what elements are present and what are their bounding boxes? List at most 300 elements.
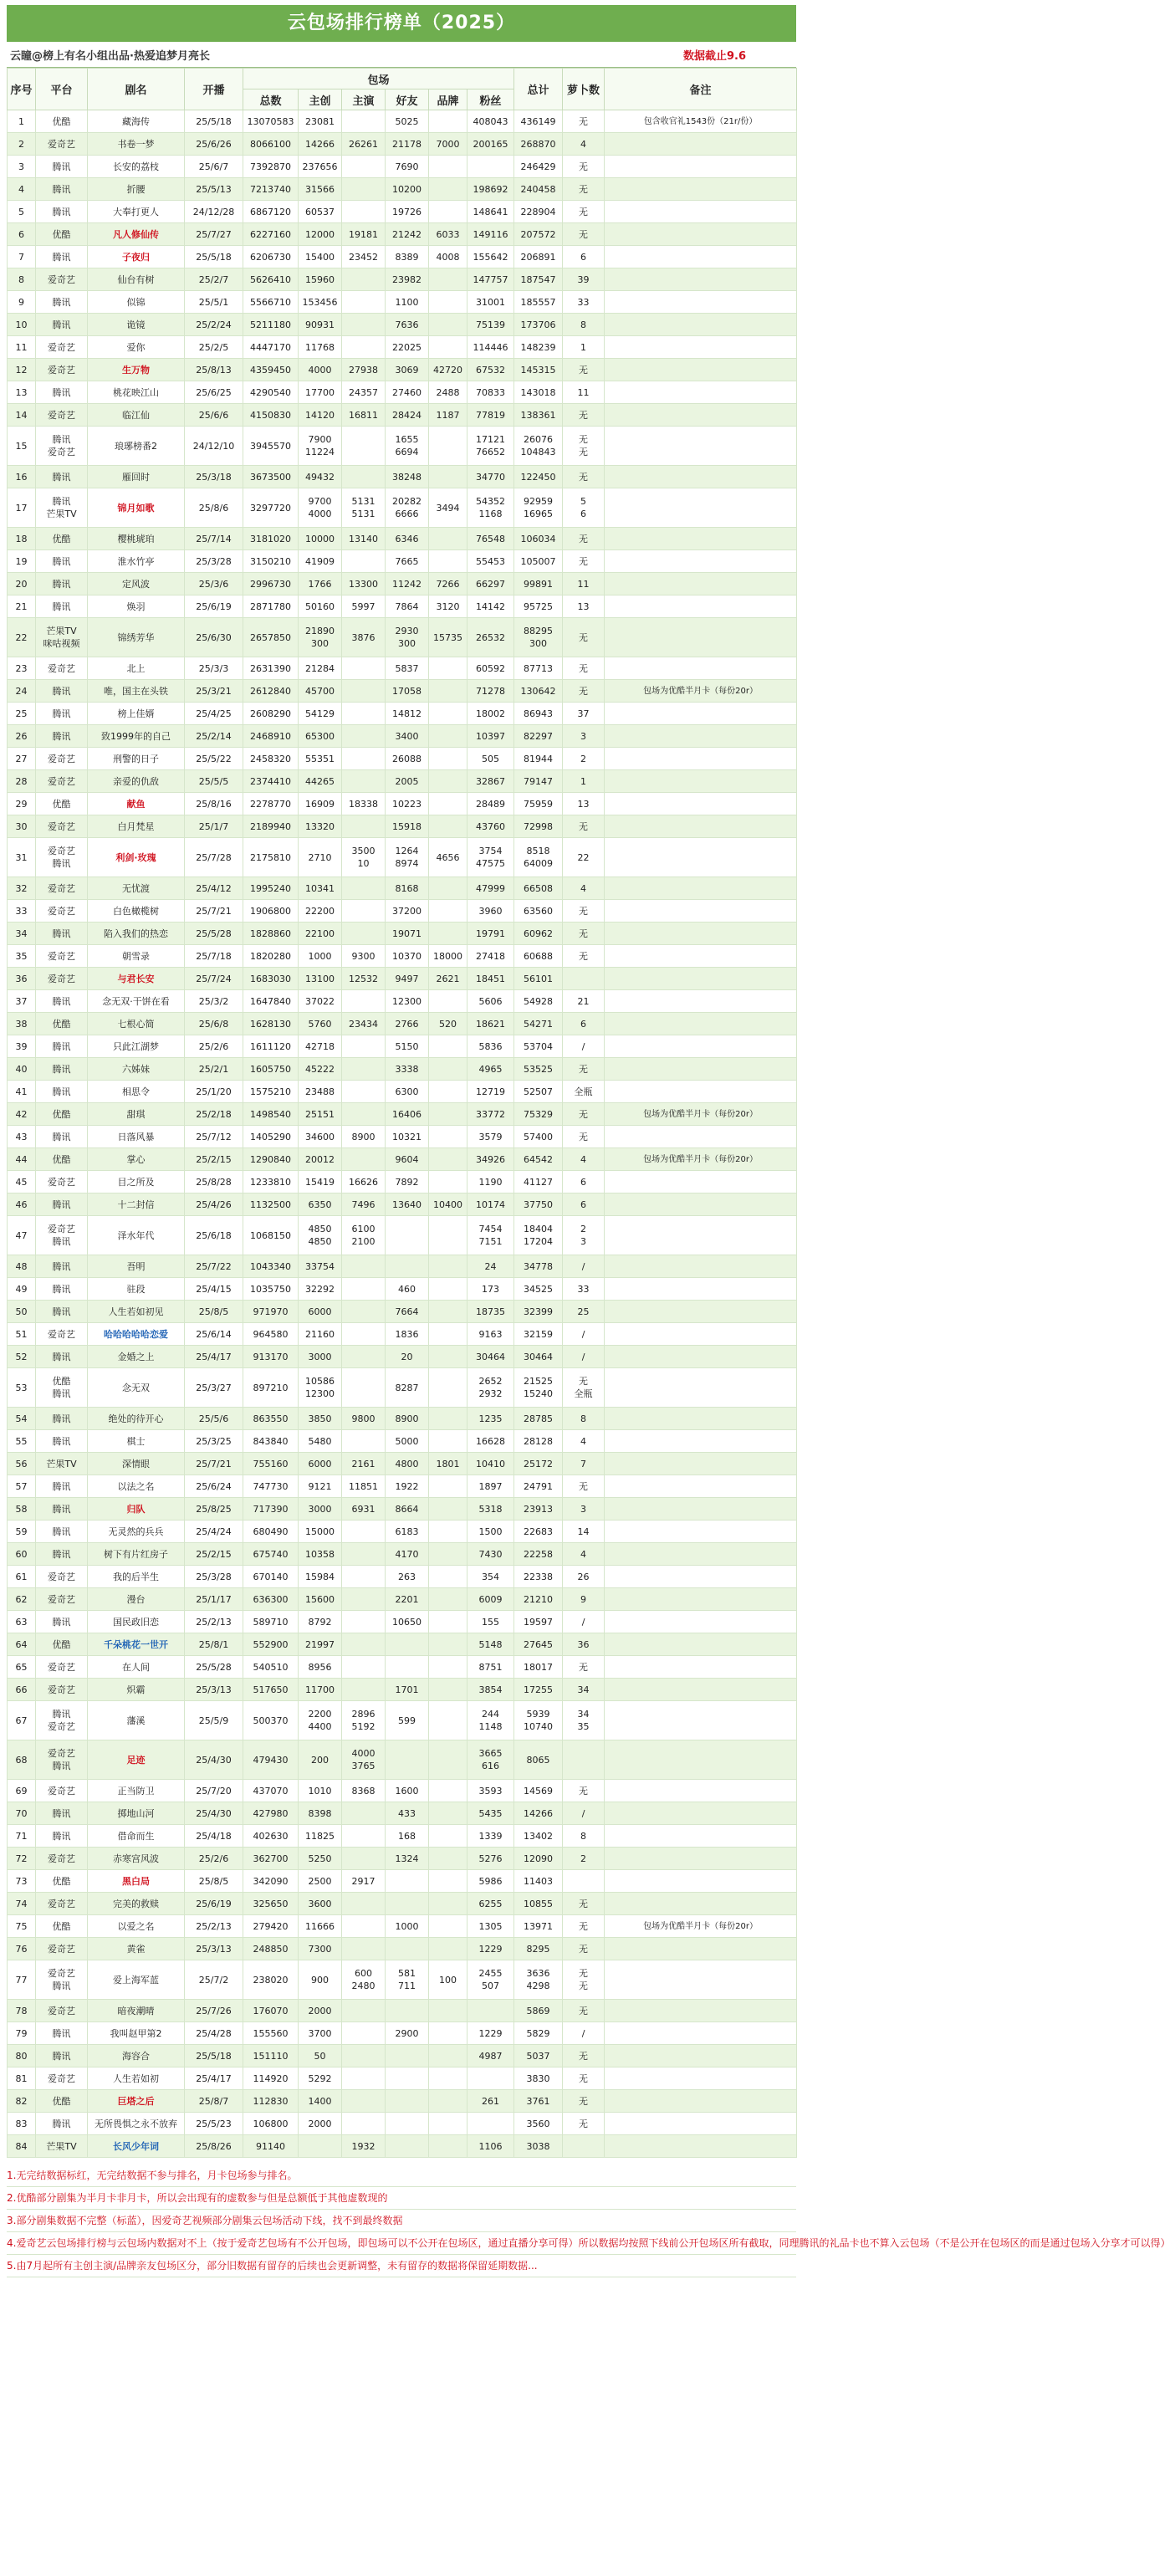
cell-value: 44265 (305, 775, 335, 787)
table-row (8, 573, 797, 595)
cell-drama (88, 703, 185, 725)
cell-fan (467, 1498, 514, 1521)
cell-value: 25/5/18 (196, 2050, 232, 2062)
col-creator: 主创 (299, 89, 342, 110)
cell-value: 3000 (308, 1503, 332, 1515)
cell-total (243, 1938, 299, 1960)
col-date: 开播 (185, 69, 243, 110)
cell-radish (563, 1825, 605, 1848)
cell-no (8, 1430, 36, 1453)
cell-value: 176070 (253, 2005, 289, 2016)
cell-drama (88, 314, 185, 336)
cell-value: 凡人修仙传 (113, 228, 159, 240)
cell-value: 2917 (351, 1875, 376, 1887)
cell-sum (514, 1938, 563, 1960)
cell-value: 爱奇艺 (48, 950, 75, 962)
cell-date (185, 246, 243, 268)
cell-value: 白月梵星 (117, 820, 155, 832)
table-row (8, 1368, 797, 1408)
cell-fan (467, 1430, 514, 1453)
cell-brand (429, 815, 467, 838)
cell-radish (563, 923, 605, 945)
cell-value: 28489 (476, 798, 506, 810)
cell-lead (342, 1679, 386, 1701)
cell-lead (342, 1278, 386, 1301)
cell-total (243, 1521, 299, 1543)
cell-drama (88, 1543, 185, 1566)
cell-total (243, 1893, 299, 1915)
cell-total (243, 201, 299, 223)
cell-fan (467, 110, 514, 133)
cell-total (243, 1346, 299, 1368)
cell-brand (429, 488, 467, 528)
cell-friend (386, 680, 429, 703)
cell-value: 145315 (520, 364, 556, 376)
cell-value: 18735 (476, 1306, 506, 1317)
cell-value: 6033 (436, 228, 460, 240)
cell-total (243, 291, 299, 314)
cell-fan (467, 1368, 514, 1408)
cell-value: 149116 (473, 228, 508, 240)
cell-value: 13300 (349, 578, 378, 590)
cell-value: 生万物 (122, 364, 150, 376)
cell-sum (514, 2090, 563, 2113)
cell-value: 子夜归 (122, 251, 150, 263)
cell-no (8, 1701, 36, 1740)
cell-note (605, 1216, 797, 1255)
cell-total (243, 156, 299, 178)
cell-value-2: 2480 (351, 1981, 376, 1991)
cell-brand (429, 1656, 467, 1679)
cell-brand (429, 1679, 467, 1701)
cell-value: 5250 (308, 1853, 332, 1864)
cell-radish (563, 528, 605, 550)
cell-sum (514, 1278, 563, 1301)
cell-friend (386, 748, 429, 770)
cell-value: 600 (355, 1968, 372, 1979)
cell-total (243, 1430, 299, 1453)
cell-radish (563, 945, 605, 968)
cell-creator (299, 990, 342, 1013)
cell-fan (467, 618, 514, 657)
cell-value: 402630 (253, 1830, 289, 1842)
cell-lead (342, 945, 386, 968)
cell-value: 8792 (308, 1616, 332, 1628)
cell-lead (342, 1566, 386, 1588)
cell-radish (563, 1278, 605, 1301)
cell-date (185, 703, 243, 725)
cell-drama (88, 923, 185, 945)
cell-creator (299, 770, 342, 793)
cell-value: 1995240 (250, 882, 291, 894)
cell-value: 爱奇艺 (48, 341, 75, 353)
cell-no (8, 1013, 36, 1035)
cell-total (243, 838, 299, 877)
cell-date (185, 2090, 243, 2113)
cell-value: 25/5/9 (198, 1715, 229, 1726)
footnote-line: 1.无完结数据标红，无完结数据不参与排名，月卡包场参与排名。 (7, 2165, 796, 2187)
cell-platform (36, 223, 88, 246)
cell-value: 17121 (476, 434, 506, 445)
cell-friend (386, 923, 429, 945)
cell-brand (429, 1498, 467, 1521)
cell-value: 35 (15, 950, 28, 962)
cell-value: 27938 (349, 364, 378, 376)
cell-lead (342, 1938, 386, 1960)
cell-sum (514, 1960, 563, 2000)
cell-value: 海容合 (122, 2050, 150, 2062)
cell-value: 22100 (305, 928, 335, 939)
cell-radish (563, 815, 605, 838)
cell-fan (467, 990, 514, 1013)
cell-no (8, 618, 36, 657)
cell-value: 长风少年词 (113, 2140, 159, 2152)
cell-creator (299, 1301, 342, 1323)
cell-value: 155 (482, 1616, 500, 1628)
cell-total (243, 427, 299, 466)
cell-value: 17058 (392, 685, 422, 697)
cell-total (243, 2067, 299, 2090)
cell-creator (299, 2045, 342, 2067)
table-row (8, 359, 797, 381)
cell-value: 腾讯 (52, 206, 71, 217)
cell-value: / (581, 1040, 585, 1052)
cell-fan (467, 1013, 514, 1035)
cell-value: 25/7/27 (196, 228, 232, 240)
cell-value: 15984 (305, 1571, 335, 1582)
cell-radish (563, 1915, 605, 1938)
cell-date (185, 1301, 243, 1323)
cell-date (185, 1780, 243, 1802)
cell-creator (299, 1278, 342, 1301)
cell-value: 腾讯 (52, 251, 71, 263)
cell-total (243, 1780, 299, 1802)
cell-date (185, 1802, 243, 1825)
cell-creator (299, 877, 342, 900)
cell-value: 25/2/5 (198, 341, 229, 353)
cell-total (243, 968, 299, 990)
cell-value: 6300 (395, 1086, 419, 1097)
cell-lead (342, 1193, 386, 1216)
cell-date (185, 223, 243, 246)
cell-value: 63560 (524, 905, 554, 917)
cell-value: 1766 (308, 578, 332, 590)
cell-drama (88, 156, 185, 178)
cell-no (8, 595, 36, 618)
cell-value: 24/12/28 (192, 206, 235, 217)
cell-fan (467, 1679, 514, 1701)
cell-value: 25/3/3 (198, 662, 229, 674)
cell-value: 1068150 (250, 1229, 291, 1241)
cell-value: 680490 (253, 1526, 289, 1537)
cell-no (8, 1058, 36, 1081)
cell-lead (342, 1368, 386, 1408)
cell-value: 5318 (478, 1503, 503, 1515)
cell-friend (386, 359, 429, 381)
cell-value: 无 (579, 1480, 589, 1492)
cell-value: 14266 (524, 1807, 554, 1819)
cell-value: 腾讯 (52, 296, 71, 308)
cell-sum (514, 223, 563, 246)
cell-radish (563, 1656, 605, 1679)
cell-no (8, 2090, 36, 2113)
cell-friend (386, 336, 429, 359)
cell-fan (467, 1408, 514, 1430)
cell-total (243, 2135, 299, 2158)
cell-value: 1628130 (250, 1018, 291, 1030)
cell-radish (563, 1301, 605, 1323)
cell-sum (514, 246, 563, 268)
cell-value: 4850 (308, 1224, 332, 1234)
cell-drama (88, 2000, 185, 2022)
cell-date (185, 1611, 243, 1633)
cell-value: 25/1/7 (198, 820, 229, 832)
cell-value: 无 (579, 115, 589, 127)
cell-creator (299, 573, 342, 595)
cell-date (185, 359, 243, 381)
cell-creator (299, 381, 342, 404)
cell-value: 包场为优酷半月卡（每份20r） (643, 1921, 758, 1931)
cell-lead (342, 770, 386, 793)
cell-radish (563, 2090, 605, 2113)
cell-value: 7266 (436, 578, 460, 590)
cell-value: 致1999年的自己 (101, 730, 171, 742)
cell-value: 芒果TV (46, 2140, 77, 2152)
source-note: 云瞳@榜上有名小组出品·热爱追梦月亮长 (10, 49, 210, 63)
cell-fan (467, 1346, 514, 1368)
cell-friend (386, 1323, 429, 1346)
cell-brand (429, 2135, 467, 2158)
cell-note (605, 1278, 797, 1301)
cell-date (185, 1870, 243, 1893)
cell-value: 70 (15, 1807, 28, 1819)
cell-note (605, 1058, 797, 1081)
cell-note (605, 1103, 797, 1126)
cell-value-2: 76652 (476, 447, 506, 457)
cell-value: 腾讯 (52, 1351, 71, 1362)
cell-value: 5292 (308, 2073, 332, 2084)
cell-value-2: 8974 (395, 858, 419, 869)
cell-sum (514, 1543, 563, 1566)
cell-brand (429, 877, 467, 900)
cell-value: 5566710 (250, 296, 291, 308)
cell-lead (342, 1870, 386, 1893)
cell-radish (563, 488, 605, 528)
cell-value: 21242 (392, 228, 422, 240)
cell-radish (563, 110, 605, 133)
cell-no (8, 703, 36, 725)
cell-fan (467, 1475, 514, 1498)
cell-value: 25/6/7 (198, 161, 229, 172)
cell-no (8, 314, 36, 336)
cell-lead (342, 178, 386, 201)
cell-friend (386, 2090, 429, 2113)
cell-value: 10200 (392, 183, 422, 195)
cell-note (605, 550, 797, 573)
cell-value: 爱奇艺 (48, 1661, 75, 1673)
cell-value: 73 (15, 1875, 28, 1887)
cell-brand (429, 1870, 467, 1893)
cell-brand (429, 1543, 467, 1566)
cell-no (8, 268, 36, 291)
cell-platform (36, 703, 88, 725)
cell-drama (88, 1848, 185, 1870)
table-row (8, 1960, 797, 2000)
cell-value: 黄雀 (126, 1943, 146, 1955)
cell-note (605, 1825, 797, 1848)
cell-value: 581 (398, 1968, 416, 1979)
cell-radish (563, 1035, 605, 1058)
cell-brand (429, 1848, 467, 1870)
table-row (8, 1633, 797, 1656)
cell-note (605, 2022, 797, 2045)
cell-value: 4656 (436, 851, 460, 863)
table-row (8, 1825, 797, 1848)
cell-platform (36, 1301, 88, 1323)
cell-no (8, 1255, 36, 1278)
cell-platform (36, 1193, 88, 1216)
cell-no (8, 466, 36, 488)
table-row (8, 923, 797, 945)
cell-value: 21 (15, 601, 28, 612)
cell-value: 138361 (520, 409, 556, 421)
cell-value: 3297720 (250, 502, 291, 514)
cell-friend (386, 2022, 429, 2045)
cell-value: 淮水竹亭 (117, 555, 155, 567)
cell-note (605, 1081, 797, 1103)
cell-total (243, 1566, 299, 1588)
cell-value: 82 (15, 2095, 28, 2107)
cell-platform (36, 1611, 88, 1633)
table-row (8, 748, 797, 770)
cell-value: 6000 (308, 1306, 332, 1317)
cell-fan (467, 246, 514, 268)
cell-value: 237656 (302, 161, 338, 172)
cell-value: 25/3/28 (196, 555, 232, 567)
cell-no (8, 336, 36, 359)
cell-value: 25/5/22 (196, 753, 232, 764)
cell-friend (386, 1058, 429, 1081)
cell-value-2: 7151 (478, 1236, 503, 1247)
cell-fan (467, 1825, 514, 1848)
cell-fan (467, 488, 514, 528)
cell-value: 爱奇艺 (48, 2073, 75, 2084)
cell-value: 30 (15, 820, 28, 832)
cell-value: 25/7/28 (196, 851, 232, 863)
cell-fan (467, 748, 514, 770)
cell-value: 六姊妹 (122, 1063, 150, 1075)
cell-fan (467, 1126, 514, 1148)
cell-brand (429, 1701, 467, 1740)
cell-fan (467, 133, 514, 156)
cell-value: 3673500 (250, 471, 291, 483)
cell-sum (514, 1498, 563, 1521)
cell-value: 1683030 (250, 973, 291, 984)
cell-value: 19181 (349, 228, 378, 240)
cell-brand (429, 725, 467, 748)
cell-sum (514, 725, 563, 748)
cell-radish (563, 1701, 605, 1740)
cell-value: 爱奇艺 (48, 1748, 75, 1759)
col-fan: 粉丝 (467, 89, 514, 110)
cell-value: 优酷 (52, 1875, 71, 1887)
cell-date (185, 923, 243, 945)
cell-sum (514, 404, 563, 427)
cell-value: 26532 (476, 631, 506, 643)
cell-note (605, 1543, 797, 1566)
cell-value: 1000 (308, 950, 332, 962)
cell-fan (467, 404, 514, 427)
cell-drama (88, 1588, 185, 1611)
cell-sum (514, 178, 563, 201)
cell-creator (299, 2022, 342, 2045)
cell-total (243, 1543, 299, 1566)
cell-brand (429, 1278, 467, 1301)
cell-lead (342, 1915, 386, 1938)
cell-no (8, 748, 36, 770)
cell-creator (299, 359, 342, 381)
cell-value: 5836 (478, 1040, 503, 1052)
cell-sum (514, 2135, 563, 2158)
table-row (8, 1430, 797, 1453)
col-note: 备注 (605, 69, 797, 110)
cell-platform (36, 1543, 88, 1566)
cell-value: 21210 (524, 1593, 554, 1605)
cell-radish (563, 381, 605, 404)
cell-value: 献鱼 (126, 798, 146, 810)
cell-value: 54129 (305, 708, 335, 719)
col-friend: 好友 (386, 89, 429, 110)
cell-fan (467, 336, 514, 359)
cell-value: 9 (580, 1593, 587, 1605)
cell-value: 优酷 (52, 1108, 71, 1120)
cell-platform (36, 1656, 88, 1679)
table-row (8, 110, 797, 133)
cell-creator (299, 1498, 342, 1521)
cell-value: 17255 (524, 1684, 554, 1695)
cell-lead (342, 291, 386, 314)
cell-radish (563, 201, 605, 223)
cell-value: 千朵桃花一世开 (104, 1638, 168, 1650)
cell-date (185, 1498, 243, 1521)
cell-value: 13140 (349, 533, 378, 544)
cell-creator (299, 838, 342, 877)
cell-total (243, 1701, 299, 1740)
cell-sum (514, 793, 563, 815)
cell-value: 228904 (520, 206, 556, 217)
cell-date (185, 291, 243, 314)
cell-value: 亲爱的仇敌 (113, 775, 159, 787)
cell-value-2: 全瓶 (574, 1388, 593, 1399)
cell-value: 168 (398, 1830, 416, 1842)
cell-value-2: 300 (529, 638, 548, 649)
cell-fan (467, 1848, 514, 1870)
cell-total (243, 725, 299, 748)
cell-note (605, 1633, 797, 1656)
cell-value: 3830 (526, 2073, 550, 2084)
table-row (8, 2067, 797, 2090)
cell-date (185, 2135, 243, 2158)
cell-value: 25151 (305, 1108, 335, 1120)
cell-value: 9300 (351, 950, 376, 962)
cell-value: 1233810 (250, 1176, 291, 1188)
cell-note (605, 618, 797, 657)
cell-value: 泽水年代 (117, 1229, 155, 1241)
cell-total (243, 1475, 299, 1498)
cell-total (243, 1126, 299, 1148)
table-row (8, 770, 797, 793)
cell-value: 似锦 (126, 296, 146, 308)
